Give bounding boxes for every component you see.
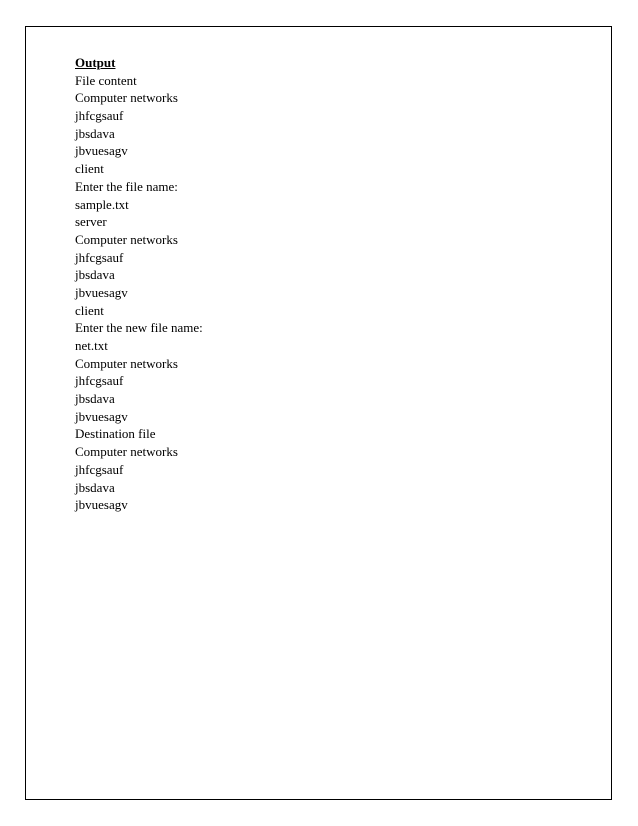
output-line: jbsdava	[75, 267, 115, 283]
output-heading: Output	[75, 55, 116, 70]
document-body	[75, 54, 555, 514]
output-line: jhfcgsauf	[75, 249, 124, 265]
output-line: Enter the file name:	[75, 178, 178, 194]
output-line: Enter the new file name:	[75, 320, 203, 336]
output-line: File content	[75, 72, 137, 88]
output-line: jbsdava	[75, 479, 115, 495]
output-line: jhfcgsauf	[75, 108, 124, 124]
output-line: jbvuesagv	[75, 497, 128, 513]
output-line: client	[75, 161, 104, 177]
output-line: jbsdava	[75, 125, 115, 141]
output-line: Computer networks	[75, 90, 178, 106]
output-line: sample.txt	[75, 196, 129, 212]
output-line: jbvuesagv	[75, 284, 128, 300]
output-line: Computer networks	[75, 231, 178, 247]
output-line: jbvuesagv	[75, 408, 128, 424]
output-line: client	[75, 302, 104, 318]
output-line: jbvuesagv	[75, 143, 128, 159]
output-line: Destination file	[75, 426, 156, 442]
output-line: jhfcgsauf	[75, 373, 124, 389]
output-line: server	[75, 214, 107, 230]
output-line: jbsdava	[75, 391, 115, 407]
output-lines	[75, 72, 555, 514]
output-line: jhfcgsauf	[75, 461, 124, 477]
output-line: net.txt	[75, 338, 108, 353]
output-line: Computer networks	[75, 355, 178, 371]
output-line: Computer networks	[75, 444, 178, 460]
